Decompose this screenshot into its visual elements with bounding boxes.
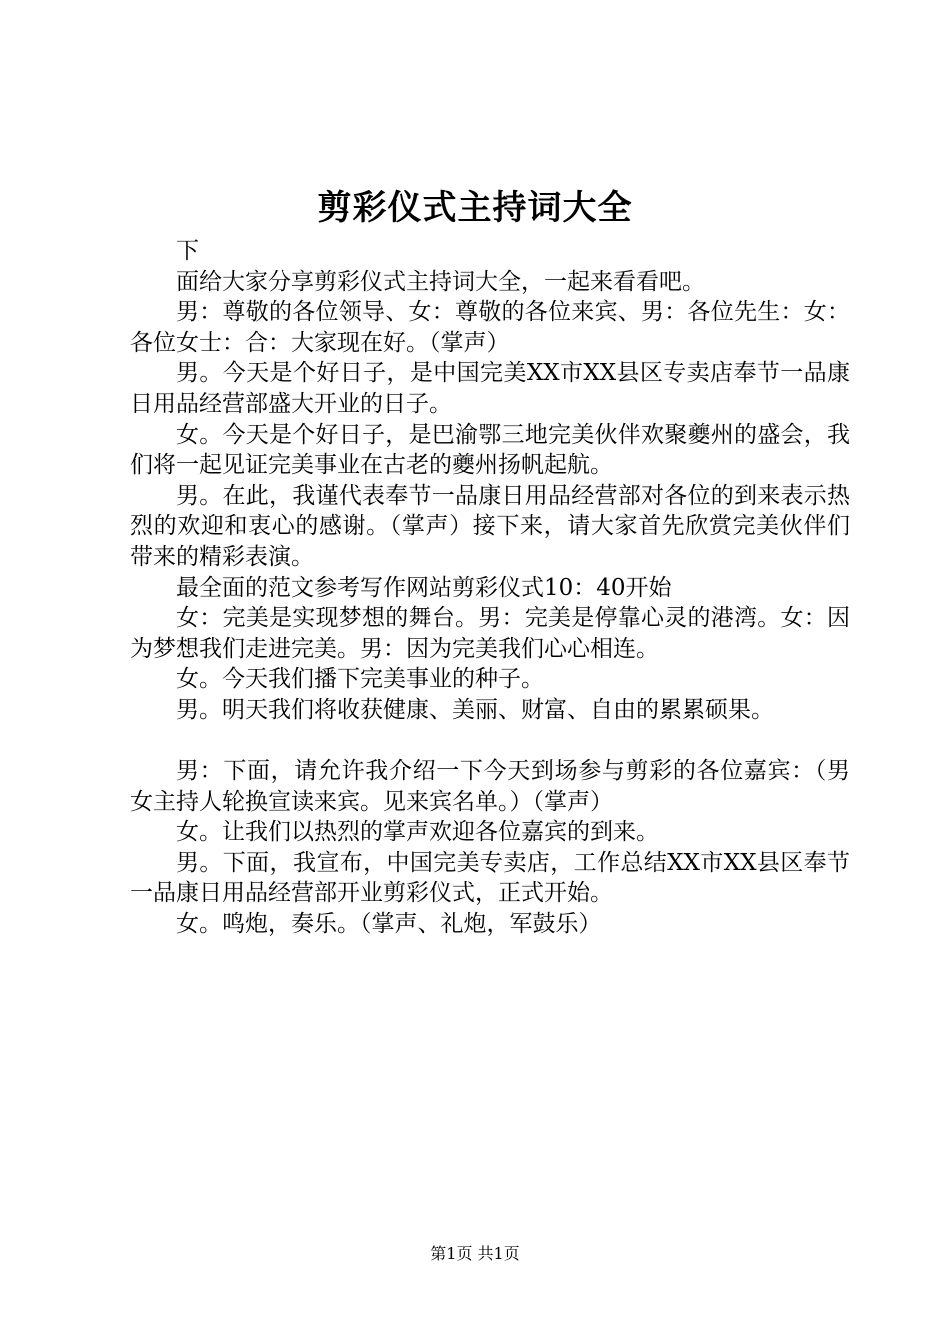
document-title: 剪彩仪式主持词大全: [317, 188, 633, 228]
paragraph: 女：完美是实现梦想的舞台。男：完美是停靠心灵的港湾。女：因为梦想我们走进完美。男：因为完美我们心心相连。: [130, 605, 850, 662]
paragraph: 女。今天我们播下完美事业的种子。: [176, 666, 544, 693]
paragraph: 女。鸣炮，奏乐。（掌声、礼炮，军鼓乐）: [176, 911, 602, 938]
page-footer: 第1页 共1页: [430, 1244, 520, 1263]
paragraph: 男。在此，我谨代表奉节一品康日用品经营部对各位的到来表示热烈的欢迎和衷心的感谢。（掌声）接下来，请大家首先欣赏完美伙伴们带来的精彩表演。: [130, 482, 850, 570]
paragraph: 男。下面，我宣布，中国完美专卖店，工作总结XX市XX县区奉节一品康日用品经营部开业剪彩仪式，正式开始。: [130, 849, 850, 907]
paragraph: 女。让我们以热烈的掌声欢迎各位嘉宾的到来。: [176, 819, 659, 846]
paragraph: 男。今天是个好日子，是中国完美XX市XX县区专卖店奉节一品康日用品经营部盛大开业的日子。: [130, 360, 850, 417]
paragraph: 男：下面，请允许我介绍一下今天到场参与剪彩的各位嘉宾：（男女主持人轮换宣读来宾。见来宾名单。）（掌声）: [130, 758, 850, 815]
paragraph: 最全面的范文参考写作网站剪彩仪式10：40开始: [176, 574, 672, 601]
blank-line: [130, 726, 850, 757]
paragraph: 男。明天我们将收获健康、美丽、财富、自由的累累硕果。: [176, 696, 774, 723]
paragraph: 女。今天是个好日子，是巴渝鄂三地完美伙伴欢聚夔州的盛会，我们将一起见证完美事业在古老的夔州扬帆起航。: [130, 421, 850, 479]
document-body: [130, 236, 850, 940]
paragraph: 面给大家分享剪彩仪式主持词大全，一起来看看吧。: [176, 268, 705, 295]
paragraph: 下: [176, 238, 199, 264]
paragraph: 男：尊敬的各位领导、女：尊敬的各位来宾、男：各位先生：女：各位女士：合：大家现在好。（掌声）: [130, 299, 850, 356]
